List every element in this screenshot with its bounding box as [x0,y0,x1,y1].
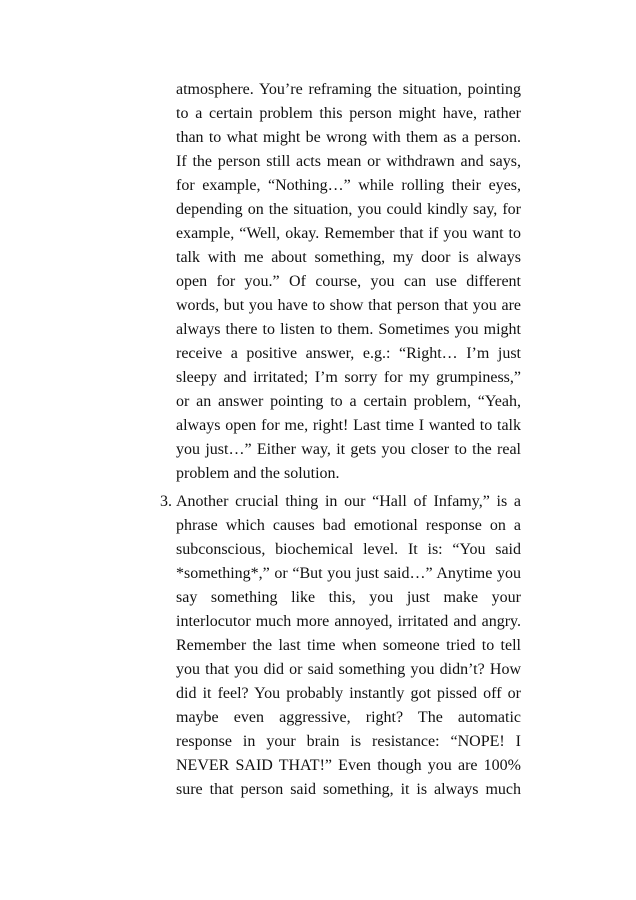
text-line: did it feel? You probably instantly got pissed off or [176,685,521,702]
text-line: you just…” Either way, it gets you closer to the real [176,441,521,458]
text-line: always open for me, right! Last time I wanted to talk [176,417,521,434]
text-line: subconscious, biochemical level. It is: “You said [176,541,521,558]
text-line: depending on the situation, you could kindly say, for [176,201,521,218]
text-line: than to what might be wrong with them as a person. [176,129,521,146]
text-line: phrase which causes bad emotional response on a [176,517,521,534]
text-line: for example, “Nothing…” while rolling their eyes, [176,177,521,194]
text-line: response in your brain is resistance: “NOPE! I [176,733,521,750]
text-line: interlocutor much more annoyed, irritated and angry. [176,613,521,630]
text-line: words, but you have to show that person that you are [176,297,521,314]
text-line: problem and the solution. [176,465,340,482]
list-item-number: 3. [160,493,172,510]
text-line: to a certain problem this person might have, rather [176,105,521,122]
text-line: Remember the last time when someone tried to tell [176,637,521,654]
text-line: maybe even aggressive, right? The automatic [176,709,521,726]
text-line: receive a positive answer, e.g.: “Right… I’m just [176,345,521,362]
text-line: *something*,” or “But you just said…” Anytime you [176,565,521,582]
text-line: always there to listen to them. Sometimes you might [176,321,521,338]
text-line: or an answer pointing to a certain problem, “Yeah, [176,393,521,410]
text-line: talk with me about something, my door is always [176,249,521,266]
text-line: sleepy and irritated; I’m sorry for my grumpiness,” [176,369,521,386]
text-line: example, “Well, okay. Remember that if you want to [176,225,521,242]
list-item-3-text [176,490,521,802]
text-line: you that you did or said something you didn’t? How [176,661,521,678]
text-line: say something like this, you just make your [176,589,521,606]
text-line: atmosphere. You’re reframing the situation, pointing [176,81,521,98]
text-line: open for you.” Of course, you can use different [176,273,521,290]
text-line: NEVER SAID THAT!” Even though you are 100% [176,757,521,774]
paragraph-continued [176,78,521,486]
text-line: sure that person said something, it is always much [176,781,521,798]
text-line: Another crucial thing in our “Hall of Infamy,” is a [176,493,521,510]
text-line: If the person still acts mean or withdrawn and says, [176,153,521,170]
